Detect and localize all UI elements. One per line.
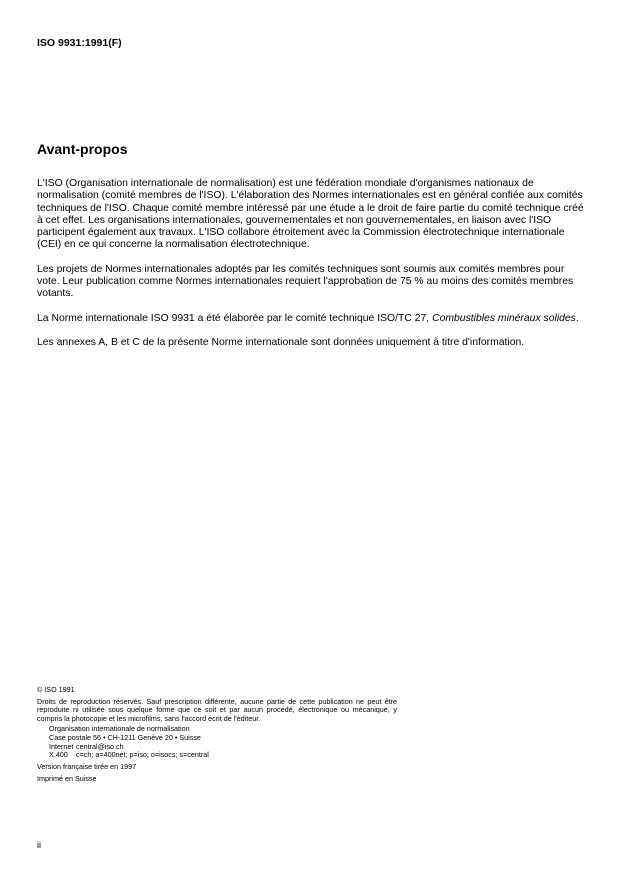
x400-row [49, 751, 397, 760]
foreword-body [37, 178, 585, 361]
copyright-line: © ISO 1991 [37, 685, 75, 694]
paragraph-annexes: Les annexes A, B et C de la présente Norme internationale sont données uniquement à titre d'information. [37, 336, 525, 348]
copyright-footer [37, 686, 397, 784]
paragraph-draft-approval: Les projets de Normes internationales adoptés par les comités techniques sont soumis aux comités membres pour vote. Leur publication comme Normes internationales requiert l'approbation de 75 % au moins des comités membres votants. [37, 263, 574, 300]
internet-address: central@iso.ch [76, 741, 124, 751]
organisation-name: Organisation internationale de normalisation [49, 724, 190, 734]
internet-label: Internet [49, 741, 74, 751]
page-number: ii [37, 840, 41, 850]
printed-note: Imprimé en Suisse [37, 774, 97, 784]
version-note: Version française tirée en 1997 [37, 761, 137, 771]
paragraph-iso-description: L'ISO (Organisation internationale de normalisation) est une fédération mondiale d'organismes nationaux de normalisation (comité membres de l'ISO). L'élaboration des Normes internationales est en général confiée aux comités techniques de l'ISO. Chaque comité membre intéressé par une étude a le droit de faire partie du comité technique créé à cet effet. Les organisations internationales, gouvernementales et non gouvernementales, en liaison avec l'ISO participent également aux travaux. L'ISO collabore étroitement avec la Commission électrotechnique internationale (CEI) en ce qui concerne la normalisation électrotechnique. [37, 178, 584, 251]
document-id: ISO 9931:1991(F) [37, 37, 122, 49]
postal-address: Case postale 56 • CH-1211 Genève 20 • Suisse [49, 732, 201, 742]
committee-text-end: . [575, 312, 579, 324]
x400-address: c=ch; a=400net; p=iso; o=isocs; s=central [76, 750, 209, 760]
section-title: Avant-propos [37, 141, 128, 157]
publisher-address [37, 725, 397, 759]
committee-text: La Norme internationale ISO 9931 a été élaborée par le comité technique ISO/TC 27, [37, 312, 433, 324]
x400-label: X.400 [49, 750, 68, 760]
paragraph-committee [37, 313, 585, 325]
rights-statement: Droits de reproduction réservés. Sauf prescription différente, aucune partie de cette publication ne peut être reproduite ni utilisée sous quelque forme que ce soit et par aucun procédé, électronique ou mécanique, y compris la photocopie et les microfilms, sans l'accord écrit de l'éditeur. [37, 696, 397, 723]
committee-title: Combustibles minéraux solides [432, 312, 576, 324]
